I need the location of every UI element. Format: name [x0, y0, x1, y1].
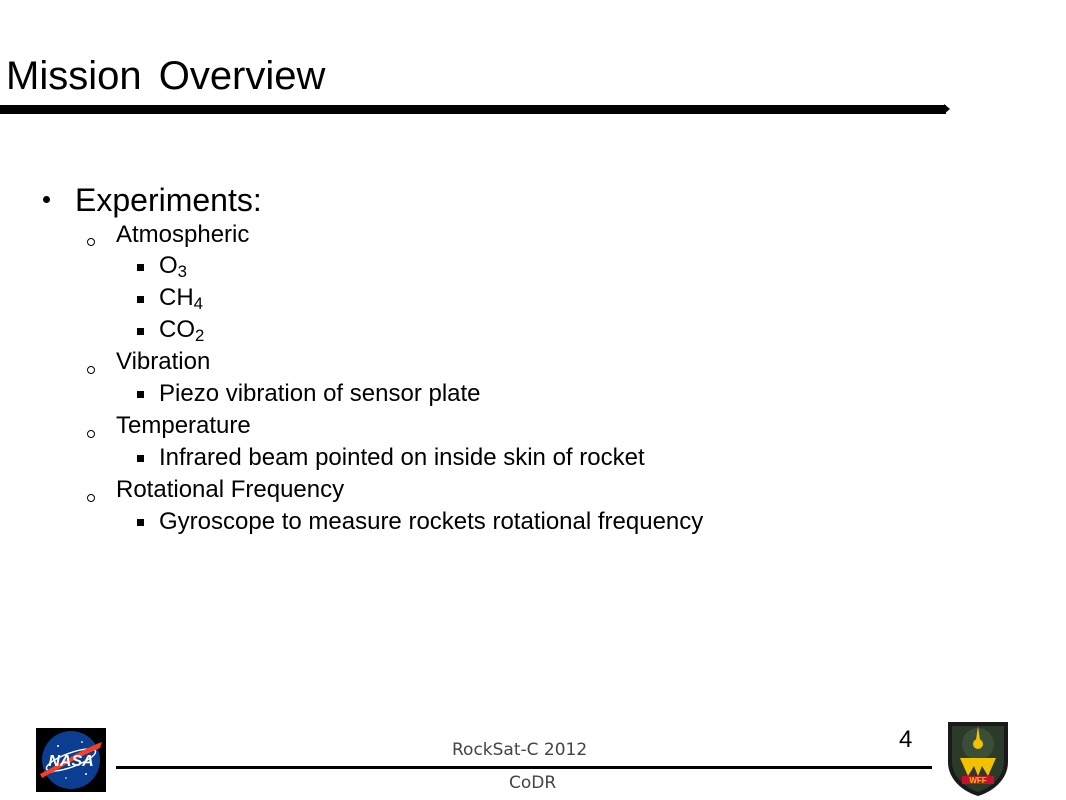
- bullet-square: [137, 264, 144, 271]
- co2-base: CO: [159, 316, 195, 343]
- wff-emblem-icon: [940, 718, 1016, 798]
- rotational-detail: Gyroscope to measure rockets rotational frequency: [159, 508, 704, 535]
- nasa-logo-text: NASA: [48, 753, 94, 770]
- bullet-square: [137, 296, 144, 303]
- ozone-base: O: [159, 252, 178, 279]
- bullet-square: [137, 328, 144, 335]
- co2-item: [159, 315, 204, 345]
- footer-review-name: CoDR: [509, 773, 557, 793]
- title-underline-tip: [944, 104, 950, 114]
- bullet-square: [137, 455, 144, 462]
- nasa-logo: [36, 728, 106, 792]
- page-number: 4: [899, 726, 913, 753]
- temperature-detail: Infrared beam pointed on inside skin of rocket: [159, 444, 645, 471]
- bullet-square: [137, 391, 144, 398]
- temperature-label: Temperature: [116, 412, 251, 439]
- methane-base: CH: [159, 284, 194, 311]
- methane-sub: 4: [193, 294, 204, 314]
- title-underline: [0, 105, 946, 114]
- nasa-meatball-icon: [36, 728, 106, 792]
- bullet-dot: [43, 196, 50, 203]
- wff-logo: [940, 718, 1016, 798]
- bullet-ring: [87, 238, 95, 246]
- wff-logo-text: WFF: [969, 776, 987, 785]
- bullet-ring: [87, 366, 95, 374]
- footer-mission-name: RockSat-C 2012: [452, 740, 588, 760]
- slide-title: Mission Overview: [6, 54, 326, 98]
- footer-divider: [116, 766, 932, 769]
- atmospheric-label: Atmospheric: [116, 221, 250, 248]
- vibration-detail: Piezo vibration of sensor plate: [159, 380, 481, 407]
- bullet-square: [137, 519, 144, 526]
- experiments-heading: Experiments:: [75, 182, 262, 218]
- vibration-label: Vibration: [116, 348, 211, 375]
- ozone-item: [159, 251, 187, 281]
- bullet-ring: [87, 494, 95, 502]
- rotational-label: Rotational Frequency: [116, 476, 345, 503]
- ozone-sub: 3: [177, 262, 188, 282]
- co2-sub: 2: [195, 326, 205, 346]
- bullet-ring: [87, 430, 95, 438]
- methane-item: [159, 283, 203, 313]
